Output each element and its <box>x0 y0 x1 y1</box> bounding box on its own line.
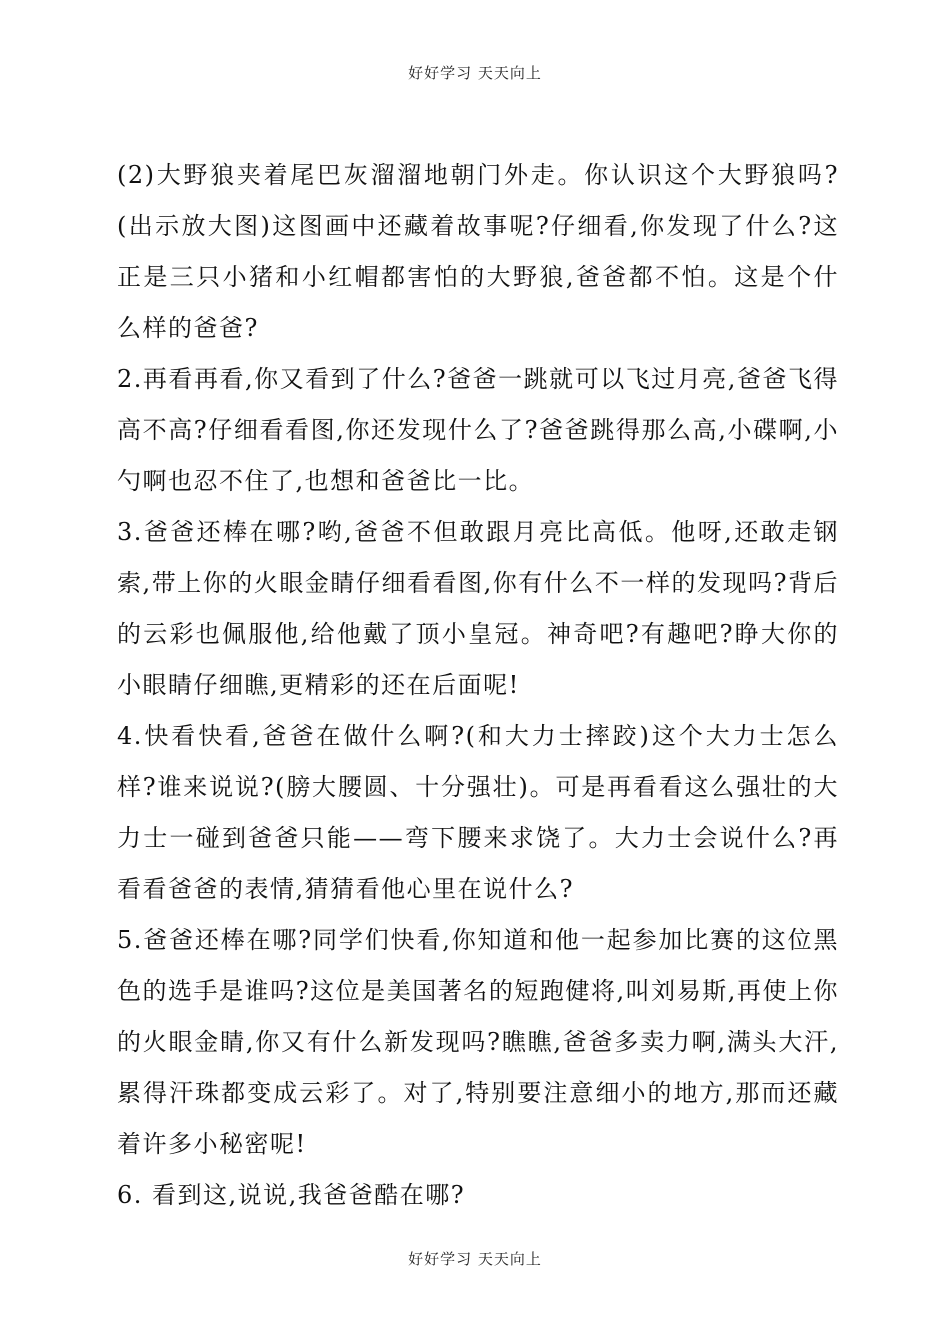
page-header: 好好学习 天天向上 <box>408 64 542 82</box>
paragraph-2-moon-jump: 2.再看再看,你又看到了什么?爸爸一跳就可以飞过月亮,爸爸飞得高不高?仔细看看图,你还发现什么了?爸爸跳得那么高,小碟啊,小勺啊也忍不住了,也想和爸爸比一比。 <box>117 365 839 495</box>
paragraph-6-summary: 6. 看到这,说说,我爸爸酷在哪? <box>117 1181 466 1209</box>
page-footer: 好好学习 天天向上 <box>408 1250 542 1268</box>
paragraph-4-wrestling: 4.快看快看,爸爸在做什么啊?(和大力士摔跤)这个大力士怎么样?谁来说说?(膀大腰圆、十分强壮)。可是再看看这么强壮的大力士一碰到爸爸只能——弯下腰来求饶了。大力士会说什么?再看看爸爸的表情,猜猜看他心里在说什么? <box>117 722 839 903</box>
paragraph-wolf: (2)大野狼夹着尾巴灰溜溜地朝门外走。你认识这个大野狼吗?(出示放大图)这图画中还藏着故事呢?仔细看,你发现了什么?这正是三只小猪和小红帽都害怕的大野狼,爸爸都不怕。这是个什么样的爸爸? <box>117 161 839 342</box>
paragraph-5-race: 5.爸爸还棒在哪?同学们快看,你知道和他一起参加比赛的这位黑色的选手是谁吗?这位是美国著名的短跑健将,叫刘易斯,再使上你的火眼金睛,你又有什么新发现吗?瞧瞧,爸爸多卖力啊,满头大汗,累得汗珠都变成云彩了。对了,特别要注意细小的地方,那而还藏着许多小秘密呢! <box>117 926 839 1158</box>
paragraph-3-tightrope: 3.爸爸还棒在哪?哟,爸爸不但敢跟月亮比高低。他呀,还敢走钢索,带上你的火眼金睛仔细看看图,你有什么不一样的发现吗?背后的云彩也佩服他,给他戴了顶小皇冠。神奇吧?有趣吧?睁大你的小眼睛仔细瞧,更精彩的还在后面呢! <box>117 518 839 699</box>
document-body <box>117 150 839 1221</box>
